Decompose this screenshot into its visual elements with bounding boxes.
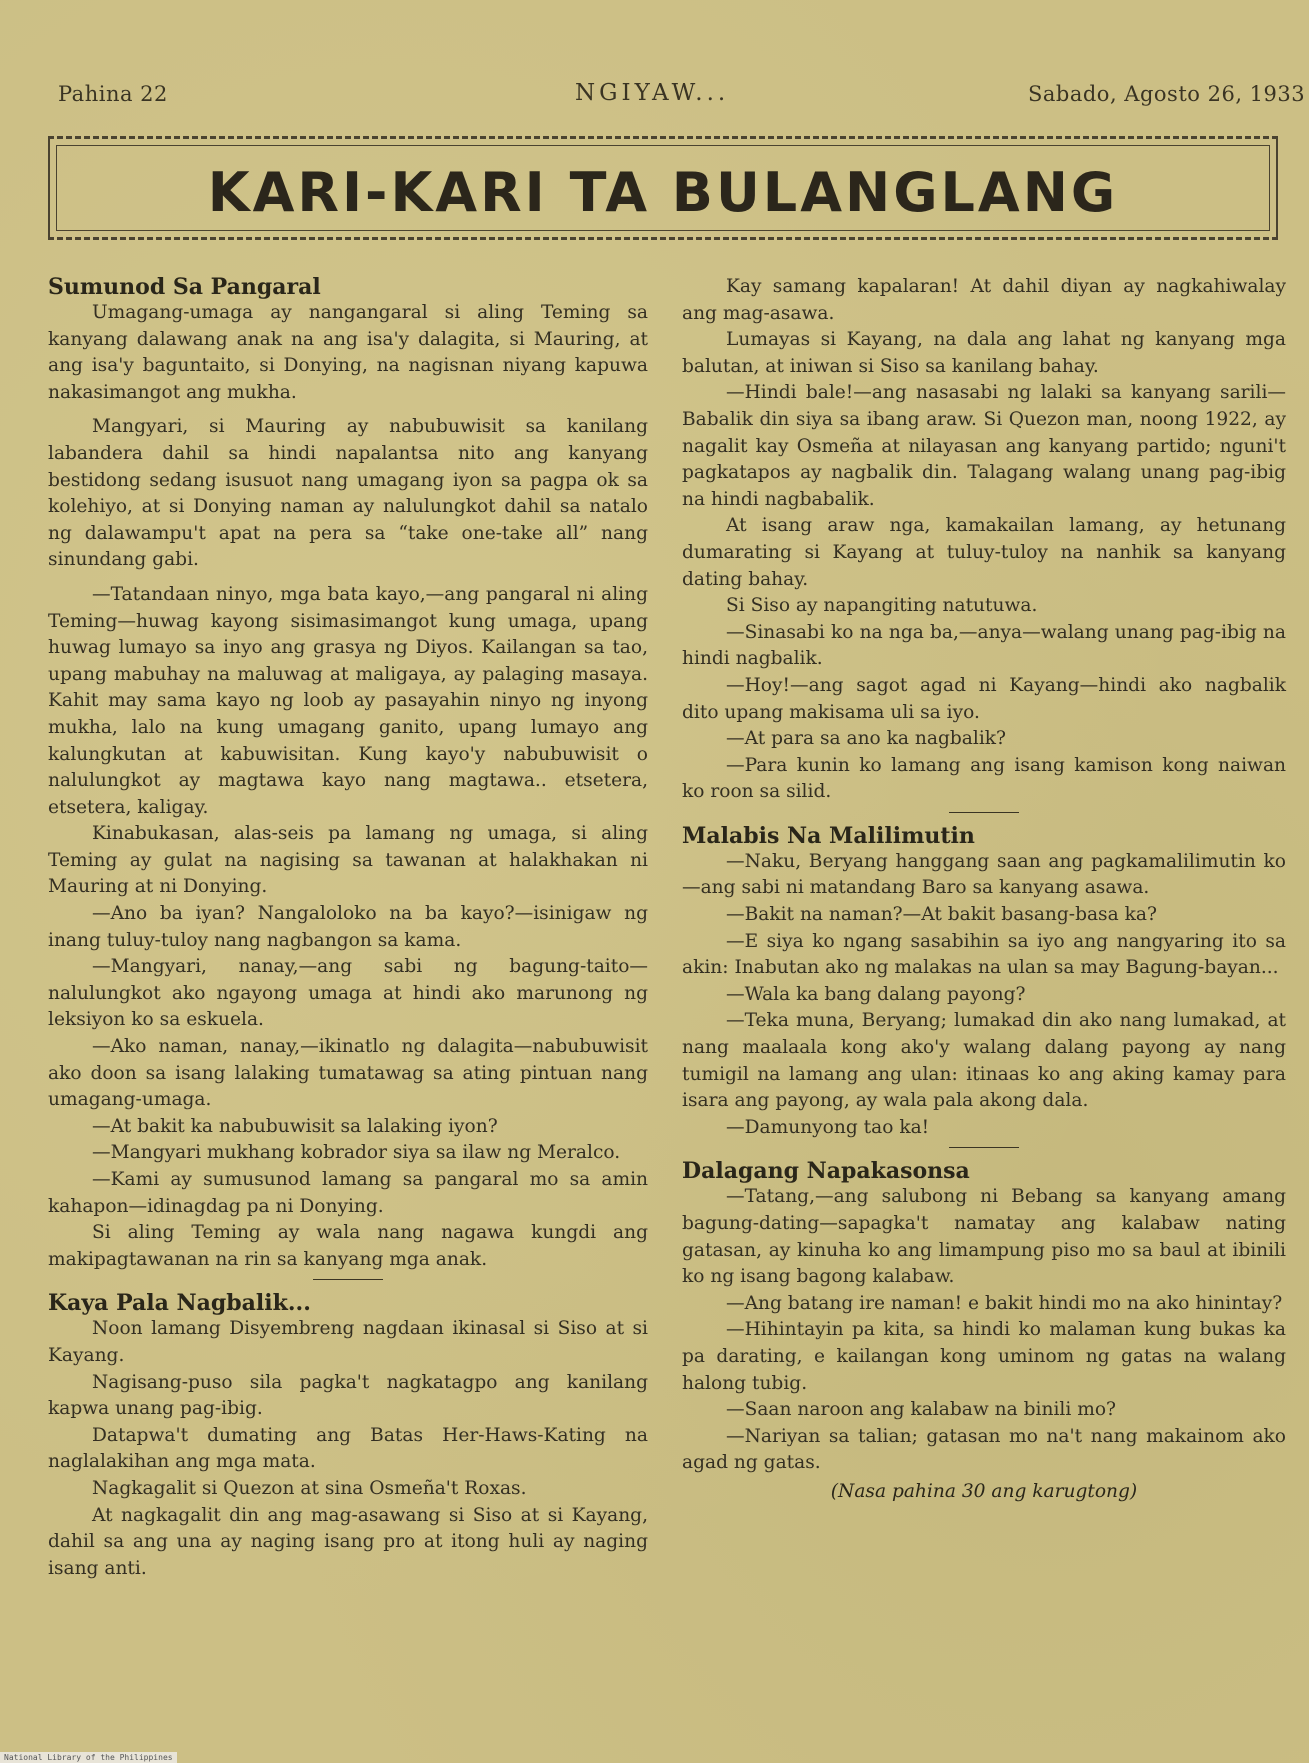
story-divider — [949, 812, 1019, 813]
story-paragraph: —Damunyong tao ka! — [726, 1116, 930, 1138]
story-paragraph: —Hihintayin pa kita, sa hindi ko malaman kung bukas ka pa darating, e kailangan kong uminom ng gatas na walang halong tubig. — [682, 1319, 1286, 1394]
story-paragraph: Noon lamang Disyembreng nagdaan ikinasal si Siso at si Kayang. — [48, 1318, 648, 1366]
story-paragraph: —Kami ay sumusunod lamang sa pangaral mo sa amin kahapon—idinagdag pa ni Donying. — [48, 1169, 648, 1217]
story-divider — [949, 1147, 1019, 1148]
story-paragraph: —Ano ba iyan? Nangaloloko na ba kayo?—isinigaw ng inang tuluy-tuloy nang nagbangon sa kama. — [48, 903, 648, 951]
story-paragraph: —Hoy!—ang sagot agad ni Kayang—hindi ako nagbalik dito upang makisama uli sa iyo. — [682, 674, 1286, 723]
story-paragraph: —Naku, Beryang hanggang saan ang pagkamalilimutin ko—ang sabi ni matandang Baro sa kanyang asawa. — [682, 850, 1286, 899]
story-paragraph: Kay samang kapalaran! At dahil diyan ay nagkahiwalay ang mag-asawa. — [682, 276, 1286, 324]
story-divider — [313, 1279, 383, 1280]
story-paragraph: —Sinasabi ko na nga ba,—anya—walang unang pag-ibig na hindi nagbalik. — [682, 621, 1286, 670]
story-paragraph: Lumayas si Kayang, na dala ang lahat ng kanyang mga balutan, at iniwan si Siso sa kanilang bahay. — [682, 329, 1286, 377]
story-heading: Kaya Pala Nagbalik... — [48, 1290, 311, 1317]
story-paragraph: —Nariyan sa talian; gatasan mo na't nang makainom ako agad ng gatas. — [682, 1425, 1286, 1474]
story-heading: Sumunod Sa Pangaral — [48, 274, 321, 300]
section-banner — [48, 136, 1278, 240]
story-paragraph: Datapwa't dumating ang Batas Her-Haws-Kating na naglalakihan ang mga mata. — [48, 1424, 648, 1473]
story-paragraph: Si aling Teming ay wala nang nagawa kungdi ang makipagtawanan na rin sa kanyang mga anak. — [48, 1222, 648, 1270]
story-paragraph: —Teka muna, Beryang; lumakad din ako nang lumakad, at nang maalaala kong ako'y walang dalang payong ay nang tumigil na lamang ang ulan: itinaas ko ang aking kamay para isara ang payong, ay wala pala akong dala. — [682, 1010, 1286, 1112]
story-paragraph: —Wala ka bang dalang payong? — [726, 983, 1026, 1005]
continuation-note: (Nasa pahina 30 ang karugtong) — [830, 1480, 1138, 1502]
story-paragraph: Mangyari, si Mauring ay nabubuwisit sa kanilang labandera dahil sa hindi napalantsa nito ang kanyang bestidong sedang isusuot nang umagang iyon sa pagpa ok sa kolehiyo, at si Donying naman ay nalulungkot dahil sa natalo ng dalawampu't apat na pera sa “take one-take all” nang sinundang gabi. — [48, 416, 648, 571]
story-paragraph: —Ang batang ire naman! e bakit hindi mo na ako hinintay? — [726, 1292, 1283, 1314]
section-title: KARI-KARI TA BULANGLANG — [207, 161, 1119, 224]
story-paragraph: —Hindi bale!—ang nasasabi ng lalaki sa kanyang sarili—Babalik din siya sa ibang araw. Si Quezon man, noong 1922, ay nagalit kay Osmeña at nilayasan ang kanyang partido; nguni't pagkatapos ay nagbalik din. Talagang walang unang pag-ibig na hindi nagbabalik. — [682, 382, 1286, 510]
story-paragraph: —Saan naroon ang kalabaw na binili mo? — [726, 1399, 1117, 1421]
story-paragraph: Umagang-umaga ay nangangaral si aling Teming sa kanyang dalawang anak na ang isa'y dalagita, si Mauring, at ang isa'y baguntaito, si Donying, na nagisnan niyang kapuwa nakasimangot ang mukha. — [48, 302, 648, 403]
story-paragraph: At nagkagalit din ang mag-asawang si Siso at si Kayang, dahil sa ang una ay naging isang pro at itong huli ay naging isang anti. — [48, 1504, 648, 1579]
page-number: Pahina 22 — [58, 82, 168, 106]
story-paragraph: —At bakit ka nabubuwisit sa lalaking iyon? — [92, 1115, 498, 1137]
story-paragraph: —Ako naman, nanay,—ikinatlo ng dalagita—nabubuwisit ako doon sa isang lalaking tumatawag sa ating pintuan nang umagang-umaga. — [48, 1036, 648, 1111]
story-heading: Dalagang Napakasonsa — [682, 1158, 970, 1185]
story-paragraph: —Bakit na naman?—At bakit basang-basa ka? — [726, 904, 1157, 926]
story-paragraph: —Tatang,—ang salubong ni Bebang sa kanyang amang bagung-dating—sapagka't namatay ang kalabaw nating gatasan, ay kinuha ko ang limampung piso mo sa baul at ibinili ko ng isang bagong kalabaw. — [682, 1186, 1286, 1288]
publication-name: NGIYAW... — [575, 80, 730, 106]
left-column — [48, 274, 648, 1582]
story-paragraph: Nagkagalit si Quezon at sina Osmeña't Roxas. — [92, 1477, 527, 1499]
story-paragraph: —At para sa ano ka nagbalik? — [726, 728, 1006, 750]
library-credit: National Library of the Philippines — [0, 1752, 177, 1763]
story-paragraph: —Tatandaan ninyo, mga bata kayo,—ang pangaral ni aling Teming—huwag kayong sisimasimangot kung umaga, upang huwag lumayo sa inyo ang grasya ng Diyos. Kailangan sa tao, upang mabuhay na maluwag at maligaya, ay palaging masaya. Kahit may sama kayo ng loob ay pasayahin ninyo ng inyong mukha, lalo na kung umagang ganito, upang lumayo ang kalungkutan at kabuwisitan. Kung kayo'y nabubuwisit o nalulungkot ay magtawa kayo nang magtawa.. etsetera, etsetera, kaligay. — [48, 583, 648, 818]
story-paragraph: Si Siso ay napangiting natutuwa. — [726, 595, 1038, 617]
story-paragraph: —Mangyari, nanay,—ang sabi ng bagung-taito—nalulungkot ako ngayong umaga at hindi ako marunong ng leksiyon ko sa eskuela. — [48, 956, 648, 1031]
story-paragraph: —Para kunin ko lamang ang isang kamison kong naiwan ko roon sa silid. — [682, 754, 1286, 803]
right-column — [682, 274, 1286, 1502]
issue-date: Sabado, Agosto 26, 1933 — [1028, 82, 1306, 106]
story-heading: Malabis Na Malilimutin — [682, 822, 975, 849]
story-paragraph: Nagisang-puso sila pagka't nagkatagpo ang kanilang kapwa unang pag-ibig. — [48, 1371, 648, 1420]
story-paragraph: Kinabukasan, alas-seis pa lamang ng umaga, si aling Teming ay gulat na nagising sa tawanan at halakhakan ni Mauring at ni Donying. — [48, 823, 648, 898]
story-paragraph: At isang araw nga, kamakailan lamang, ay hetunang dumarating si Kayang at tuluy-tuloy na nanhik sa kanyang dating bahay. — [682, 515, 1286, 590]
story-paragraph: —Mangyari mukhang kobrador siya sa ilaw ng Meralco. — [92, 1142, 621, 1164]
story-paragraph: —E siya ko ngang sasabihin sa iyo ang nangyaring ito sa akin: Inabutan ako ng malakas na ulan sa may Bagung-bayan... — [682, 930, 1286, 979]
